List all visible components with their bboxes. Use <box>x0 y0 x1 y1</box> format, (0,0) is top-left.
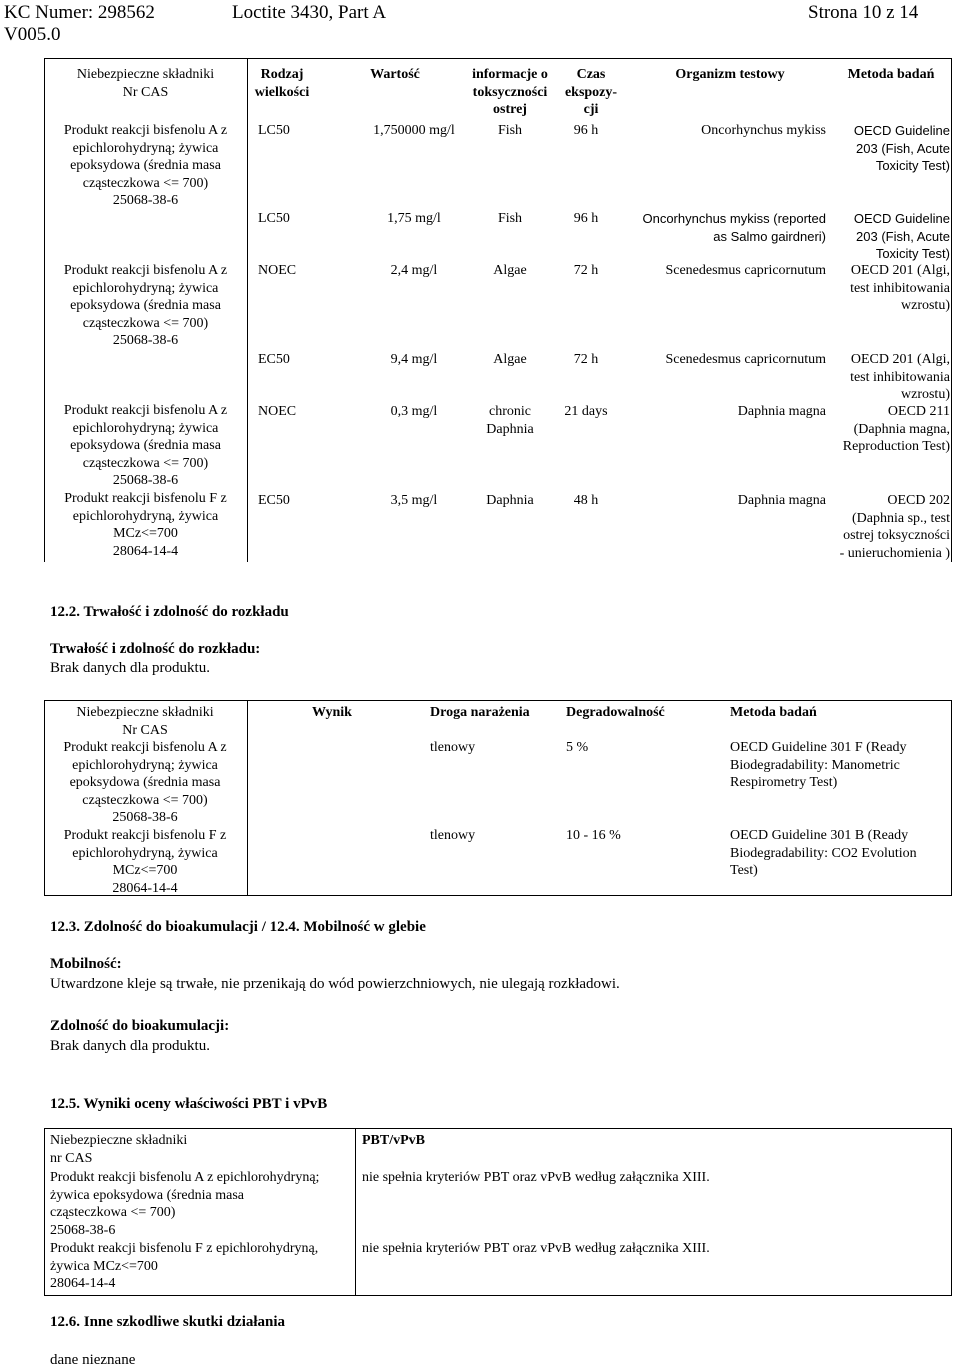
tox-method: (Daphnia sp., test <box>852 510 950 526</box>
degr-header-ingredient: Nr CAS <box>122 722 168 738</box>
tox-time: 72 h <box>573 263 599 278</box>
tox-method: test inhibitowania <box>850 280 950 296</box>
tox-header-info: toksyczności <box>472 84 548 100</box>
tox-type: NOEC <box>258 404 297 419</box>
pbt-ingredient: żywica epoksydowa (średnia masa <box>50 1187 244 1203</box>
tox-info: Fish <box>497 123 523 138</box>
tox-ingredient: 25068-38-6 <box>112 473 179 488</box>
page-number: Strona 10 z 14 <box>808 2 919 23</box>
tox-organism: Oncorhynchus mykiss (reported <box>642 211 826 226</box>
degr-method: Respirometry Test) <box>730 775 838 790</box>
tox-organism: Scenedesmus capricornutum <box>665 352 826 367</box>
tox-ingredient: epichlorohydryną; żywica <box>72 140 219 156</box>
tox-value: 1,750000 mg/l <box>373 123 455 138</box>
degr-ingredient: Produkt reakcji bisfenolu A z <box>63 740 227 755</box>
tox-organism: Scenedesmus capricornutum <box>665 263 826 278</box>
tox-organism: Daphnia magna <box>737 404 826 419</box>
tox-ingredient: 25068-38-6 <box>112 193 179 208</box>
tox-method: (Daphnia magna, <box>853 421 950 437</box>
other-effects-text: dane nieznane <box>50 1352 136 1368</box>
tox-ingredient: cząsteczkowa <= 700) <box>82 175 209 191</box>
pbt-ingredient: Produkt reakcji bisfenolu A z epichlorohydryną; <box>50 1170 320 1185</box>
tox-value: 0,3 mg/l <box>390 404 438 419</box>
degr-method: OECD Guideline 301 B (Ready <box>730 828 909 843</box>
tox-header-value: Wartość <box>370 67 420 82</box>
degr-ingredient: epichlorohydryną; żywica <box>72 757 218 773</box>
tox-ingredient: Produkt reakcji bisfenolu A z <box>63 403 228 418</box>
tox-time: 72 h <box>573 352 599 367</box>
degr-ingredient: MCz<=700 <box>112 863 178 878</box>
tox-type: LC50 <box>258 211 290 226</box>
tox-time: 96 h <box>573 211 599 226</box>
persistence-text: Brak danych dla produktu. <box>50 660 210 676</box>
degr-header-route: Droga narażenia <box>430 705 530 720</box>
pbt-header-ingredient: nr CAS <box>50 1150 93 1166</box>
tox-value: 1,75 mg/l <box>387 211 441 226</box>
tox-method: Toxicity Test) <box>875 158 950 173</box>
tox-ingredient: Produkt reakcji bisfenolu A z <box>63 263 228 278</box>
tox-type: EC50 <box>258 352 290 367</box>
tox-ingredient: epoksydowa (średnia masa <box>70 438 221 453</box>
tox-method: - unieruchomienia ) <box>839 545 950 561</box>
tox-ingredient: epichlorohydryną; żywica <box>72 280 219 296</box>
degr-ingredient: epichlorohydryną, żywica <box>72 845 218 861</box>
degr-degradability: 5 % <box>566 740 589 755</box>
tox-header-organism: Organizm testowy <box>675 67 785 82</box>
persistence-label: Trwałość i zdolność do rozkładu: <box>50 641 261 657</box>
tox-info: Algae <box>493 263 527 278</box>
tox-method: wzrostu) <box>901 298 950 313</box>
pbt-ingredient: cząsteczkowa <= 700) <box>50 1205 176 1220</box>
tox-info: Daphnia <box>486 493 534 508</box>
degr-method: Biodegradability: CO2 Evolution <box>730 845 917 861</box>
tox-value: 3,5 mg/l <box>390 493 438 508</box>
degr-route: tlenowy <box>430 828 476 843</box>
pbt-result: nie spełnia kryteriów PBT oraz vPvB według załącznika XIII. <box>362 1170 710 1185</box>
degr-method: Test) <box>730 863 758 878</box>
pbt-ingredient: Produkt reakcji bisfenolu F z epichlorohydryną, <box>50 1241 319 1256</box>
tox-header-ingredient: Niebezpieczne składniki <box>76 67 215 82</box>
tox-value: 2,4 mg/l <box>390 263 438 278</box>
tox-method: OECD Guideline <box>853 211 950 226</box>
kc-number: KC Numer: 298562 <box>4 2 155 23</box>
tox-ingredient: Produkt reakcji bisfenolu F z <box>64 491 227 506</box>
tox-ingredient: Produkt reakcji bisfenolu A z <box>63 123 228 138</box>
bioaccumulation-text: Brak danych dla produktu. <box>50 1038 210 1054</box>
tox-method: Toxicity Test) <box>875 246 950 261</box>
tox-info: Fish <box>497 211 523 226</box>
tox-header-type: wielkości <box>254 84 310 100</box>
tox-time: 48 h <box>573 493 599 508</box>
tox-info: Daphnia <box>486 421 534 437</box>
tox-organism: as Salmo gairdneri) <box>713 228 826 244</box>
tox-type: EC50 <box>258 493 290 508</box>
tox-header-time: Czas <box>576 67 606 82</box>
mobility-label: Mobilność: <box>50 956 122 972</box>
degr-degradability: 10 - 16 % <box>566 828 621 843</box>
tox-ingredient: 28064-14-4 <box>112 543 179 559</box>
degr-ingredient: 25068-38-6 <box>112 810 178 825</box>
tox-ingredient: cząsteczkowa <= 700) <box>82 455 209 471</box>
tox-method: ostrej toksyczności <box>843 528 950 543</box>
section-12-6-title: 12.6. Inne szkodliwe skutki działania <box>50 1314 286 1330</box>
degr-ingredient: epoksydowa (średnia masa <box>69 775 221 790</box>
mobility-text: Utwardzone kleje są trwałe, nie przenikają do wód powierzchniowych, nie ulegają rozkładowi. <box>50 976 620 992</box>
tox-ingredient: epoksydowa (średnia masa <box>70 158 221 173</box>
degr-ingredient: 28064-14-4 <box>112 880 178 896</box>
degr-header-result: Wynik <box>312 705 352 720</box>
tox-method: OECD 201 (Algi, <box>850 352 950 367</box>
pbt-result: nie spełnia kryteriów PBT oraz vPvB według załącznika XIII. <box>362 1241 710 1256</box>
section-12-2-title: 12.2. Trwałość i zdolność do rozkładu <box>50 604 289 620</box>
tox-method: OECD 202 <box>887 493 950 508</box>
degr-method: OECD Guideline 301 F (Ready <box>730 740 907 755</box>
tox-type: NOEC <box>258 263 297 278</box>
tox-info: Algae <box>493 352 527 367</box>
tox-ingredient: epichlorohydryną, żywica <box>72 508 219 524</box>
pbt-ingredient: żywica MCz<=700 <box>50 1258 158 1274</box>
tox-organism: Oncorhynchus mykiss <box>701 123 826 138</box>
degr-ingredient: Produkt reakcji bisfenolu F z <box>63 828 227 843</box>
tox-header-method: Metoda badań <box>847 67 935 82</box>
tox-header-type: Rodzaj <box>260 67 304 82</box>
tox-method: wzrostu) <box>901 387 950 402</box>
tox-time: 96 h <box>573 123 599 138</box>
tox-ingredient: epichlorohydryną; żywica <box>72 420 219 436</box>
tox-ingredient: cząsteczkowa <= 700) <box>82 315 209 331</box>
bioaccumulation-label: Zdolność do bioakumulacji: <box>50 1018 230 1034</box>
degr-ingredient: cząsteczkowa <= 700) <box>82 792 208 808</box>
pbt-header-ingredient: Niebezpieczne składniki <box>50 1133 188 1148</box>
pbt-header-result: PBT/vPvB <box>362 1133 426 1148</box>
degr-method: Biodegradability: Manometric <box>730 757 900 773</box>
tox-ingredient: 25068-38-6 <box>112 333 179 348</box>
tox-method: OECD 201 (Algi, <box>850 263 950 278</box>
section-12-5-title: 12.5. Wyniki oceny właściwości PBT i vPvB <box>50 1096 328 1112</box>
pbt-ingredient: 25068-38-6 <box>50 1222 116 1238</box>
degr-header-degradability: Degradowalność <box>566 705 665 720</box>
tox-header-time: cji <box>583 102 599 117</box>
tox-value: 9,4 mg/l <box>390 352 438 367</box>
tox-header-ingredient: Nr CAS <box>122 84 169 100</box>
tox-method: OECD 211 <box>887 404 950 419</box>
tox-method: Reproduction Test) <box>842 439 950 454</box>
product-name: Loctite 3430, Part A <box>232 2 387 23</box>
tox-ingredient: epoksydowa (średnia masa <box>70 298 221 313</box>
tox-method: OECD Guideline <box>853 123 950 138</box>
version: V005.0 <box>4 24 61 45</box>
tox-header-info: informacje o <box>472 67 548 82</box>
pbt-ingredient: 28064-14-4 <box>50 1276 116 1291</box>
tox-header-time: ekspozy- <box>564 84 618 100</box>
degr-route: tlenowy <box>430 740 476 755</box>
degr-header-method: Metoda badań <box>730 705 817 720</box>
tox-info: chronic <box>489 404 531 419</box>
section-12-3-title: 12.3. Zdolność do bioakumulacji / 12.4. Mobilność w glebie <box>50 919 426 935</box>
degr-header-ingredient: Niebezpieczne składniki <box>76 705 214 720</box>
tox-organism: Daphnia magna <box>737 493 826 508</box>
tox-header-info: ostrej <box>493 102 527 117</box>
tox-type: LC50 <box>258 123 290 138</box>
tox-time: 21 days <box>564 404 608 419</box>
tox-ingredient: MCz<=700 <box>113 526 178 541</box>
tox-method: 203 (Fish, Acute <box>856 228 950 244</box>
tox-method: test inhibitowania <box>850 369 950 385</box>
tox-method: 203 (Fish, Acute <box>856 140 950 156</box>
